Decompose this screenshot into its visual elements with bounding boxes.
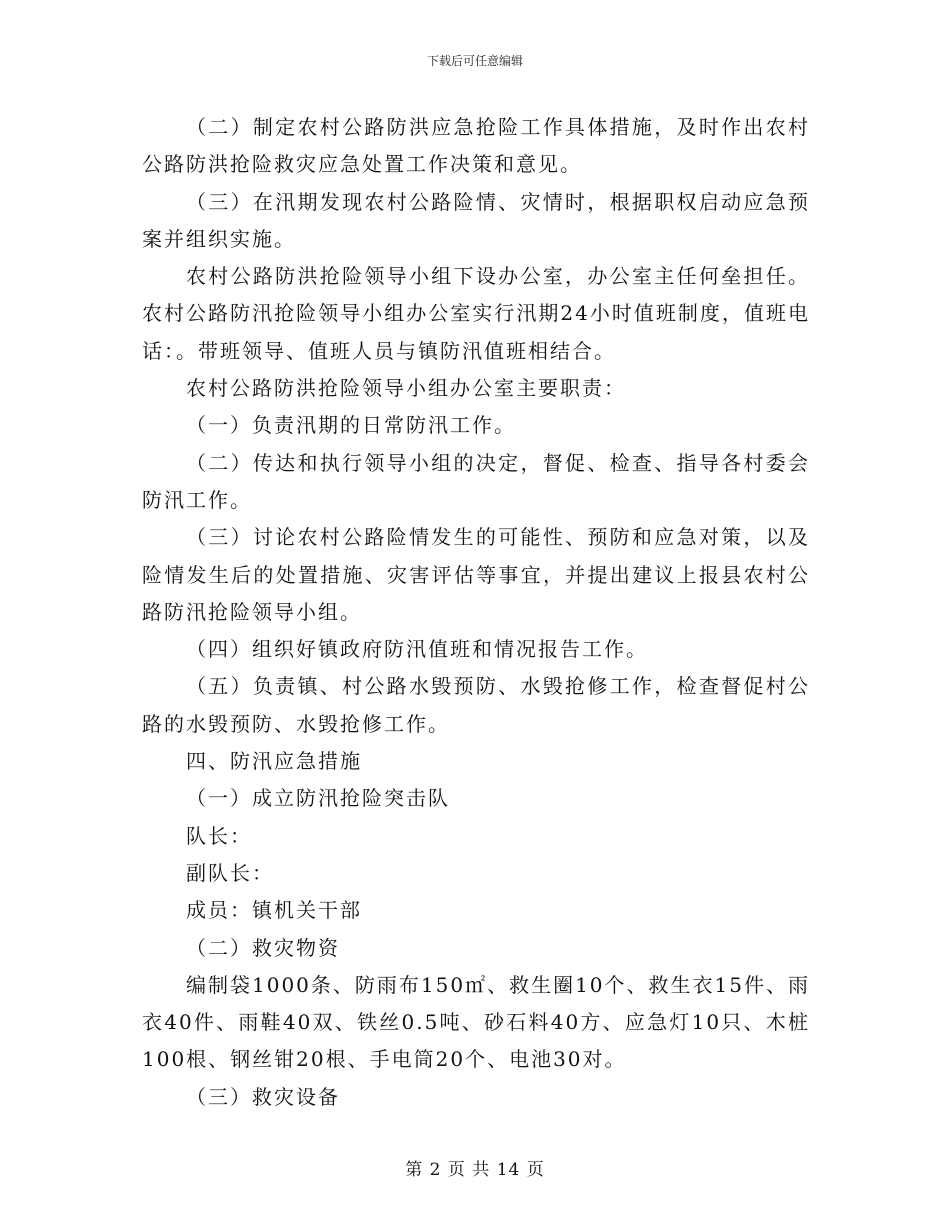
paragraph: （一）成立防汛抢险突击队: [186, 786, 450, 811]
paragraph: 农村公路防洪抢险领导小组办公室主要职责：: [186, 376, 626, 401]
paragraph: （二）传达和执行领导小组的决定，督促、检查、指导各村委会防汛工作。: [142, 450, 810, 512]
paragraph: （二）救灾物资: [186, 935, 340, 960]
paragraph: （一）负责汛期的日常防汛工作。: [186, 413, 516, 438]
paragraph: 成员：镇机关干部: [186, 898, 362, 923]
paragraph: （四）组织好镇政府防汛值班和情况报告工作。: [186, 637, 648, 662]
paragraph: 副队长：: [186, 860, 274, 885]
paragraph: 农村公路防洪抢险领导小组下设办公室，办公室主任何垒担任。农村公路防汛抢险领导小组办公室实行汛期24小时值班制度，值班电话：。带班领导、值班人员与镇防汛值班相结合。: [142, 264, 810, 363]
paragraph: 编制袋1000条、防雨布150㎡、救生圈10个、救生衣15件、雨衣40件、雨鞋40双、铁丝0.5吨、砂石料40方、应急灯10只、木桩100根、钢丝钳20根、手电筒20个、电池30对。: [142, 972, 810, 1072]
paragraph: 队长：: [186, 823, 252, 848]
paragraph: （三）在汛期发现农村公路险情、灾情时，根据职权启动应急预案并组织实施。: [142, 189, 810, 251]
section-heading: 四、防汛应急措施: [186, 749, 362, 774]
paragraph: （五）负责镇、村公路水毁预防、水毁抢修工作，检查督促村公路的水毁预防、水毁抢修工作。: [142, 674, 810, 736]
paragraph: （三）讨论农村公路险情发生的可能性、预防和应急对策，以及险情发生后的处置措施、灾害评估等事宜，并提出建议上报县农村公路防汛抢险领导小组。: [142, 525, 810, 624]
page-number-footer: 第 2 页 共 14 页: [405, 1160, 545, 1180]
paragraph: （二）制定农村公路防洪应急抢险工作具体措施，及时作出农村公路防洪抢险救灾应急处置工作决策和意见。: [142, 115, 810, 177]
document-body: [142, 109, 810, 1116]
page-header: 下载后可任意编辑: [426, 54, 523, 68]
paragraph: （三）救灾设备: [186, 1084, 340, 1109]
